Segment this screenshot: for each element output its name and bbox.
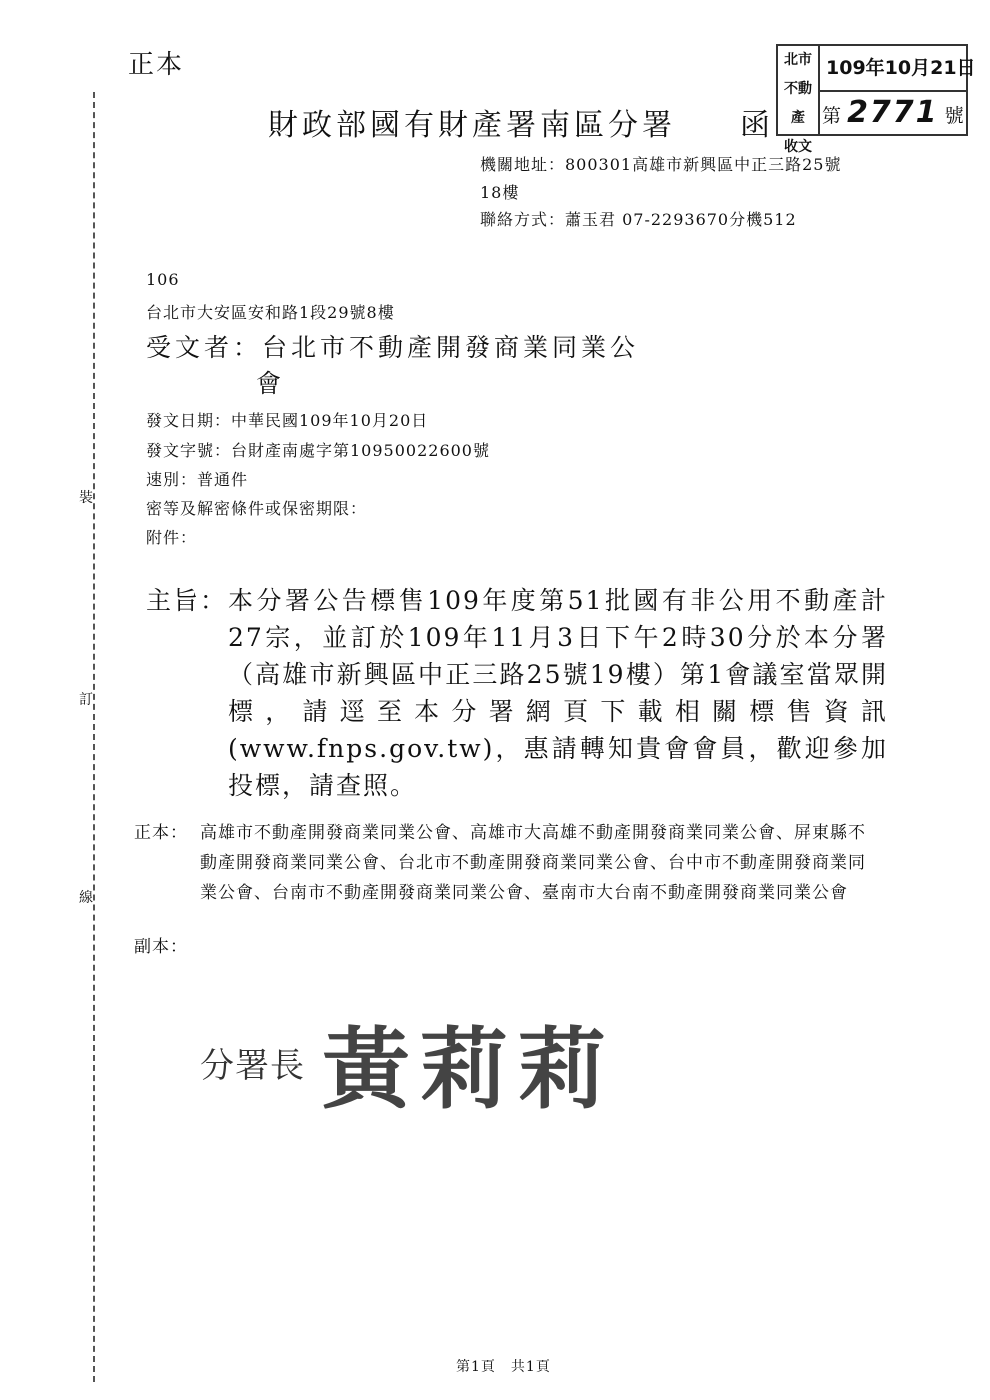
urgency: 速別：普通件 xyxy=(146,470,249,489)
stamp-label: 收文 xyxy=(784,139,812,155)
issue-date: 發文日期：中華民國109年10月20日 xyxy=(146,411,429,430)
binding-mark: 訂 xyxy=(79,686,93,712)
main-recipients-label: 正本： xyxy=(134,823,188,843)
signer-title: 分署長 xyxy=(200,1046,305,1086)
agency-address: 機關地址：800301高雄市新興區中正三路25號 xyxy=(480,155,842,174)
recipient-address: 台北市大安區安和路1段29號8樓 xyxy=(146,303,395,322)
agency-title: 財政部國有財產署南區分署 xyxy=(268,108,676,143)
subject-label: 主旨： xyxy=(146,586,228,615)
copy-mark: 正本 xyxy=(128,50,185,80)
signature-name: 黃莉莉 xyxy=(322,1018,617,1121)
postal-code: 106 xyxy=(146,270,180,289)
binding-mark: 裝 xyxy=(79,484,93,510)
recipient-line-2: 會 xyxy=(256,369,286,398)
receipt-stamp xyxy=(776,44,976,155)
copy-recipients-label: 副本： xyxy=(134,937,188,957)
stamp-number: 2771 xyxy=(847,95,939,130)
stamp-date: 109年10月21日 xyxy=(820,46,966,92)
recipient-line-1: 受文者：台北市不動產開發商業同業公 xyxy=(146,333,640,362)
stamp-number-row xyxy=(820,92,966,134)
attachments: 附件： xyxy=(146,528,198,547)
page-number: 第1頁 共1頁 xyxy=(456,1359,551,1375)
stamp-number-prefix: 第 xyxy=(822,105,842,127)
document-type: 函 xyxy=(740,108,770,143)
agency-address-cont: 18樓 xyxy=(480,183,520,202)
stamp-label: 北市 xyxy=(784,52,812,68)
stamp-label: 不動產 xyxy=(784,81,812,126)
binding-line xyxy=(93,92,95,1382)
recipient xyxy=(146,330,639,402)
stamp-label-column xyxy=(778,46,820,155)
document-number: 發文字號：台財產南處字第10950022600號 xyxy=(146,441,490,460)
main-recipients: 高雄市不動產開發商業同業公會、高雄市大高雄不動產開發商業同業公會、屏東縣不動產開發商業同業公會、台北市不動產開發商業同業公會、台中市不動產開發商業同業公會、台南市不動產開發商業同業公會、臺南市大台南不動產開發商業同業公會 xyxy=(200,823,866,903)
contact-info: 聯絡方式：蕭玉君 07-2293670分機512 xyxy=(480,210,797,229)
confidentiality: 密等及解密條件或保密期限： xyxy=(146,499,368,518)
subject-text: 本分署公告標售109年度第51批國有非公用不動產計27宗，並訂於109年11月3日下午2時30分於本分署（高雄市新興區中正三路25號19樓）第1會議室當眾開標，請逕至本分署網頁下載相關標售資訊(www.fnps.gov.tw)，惠請轉知貴會會員，歡迎參加投標，請查照。 xyxy=(228,586,888,800)
stamp-number-suffix: 號 xyxy=(944,105,964,127)
binding-mark: 線 xyxy=(79,884,93,910)
